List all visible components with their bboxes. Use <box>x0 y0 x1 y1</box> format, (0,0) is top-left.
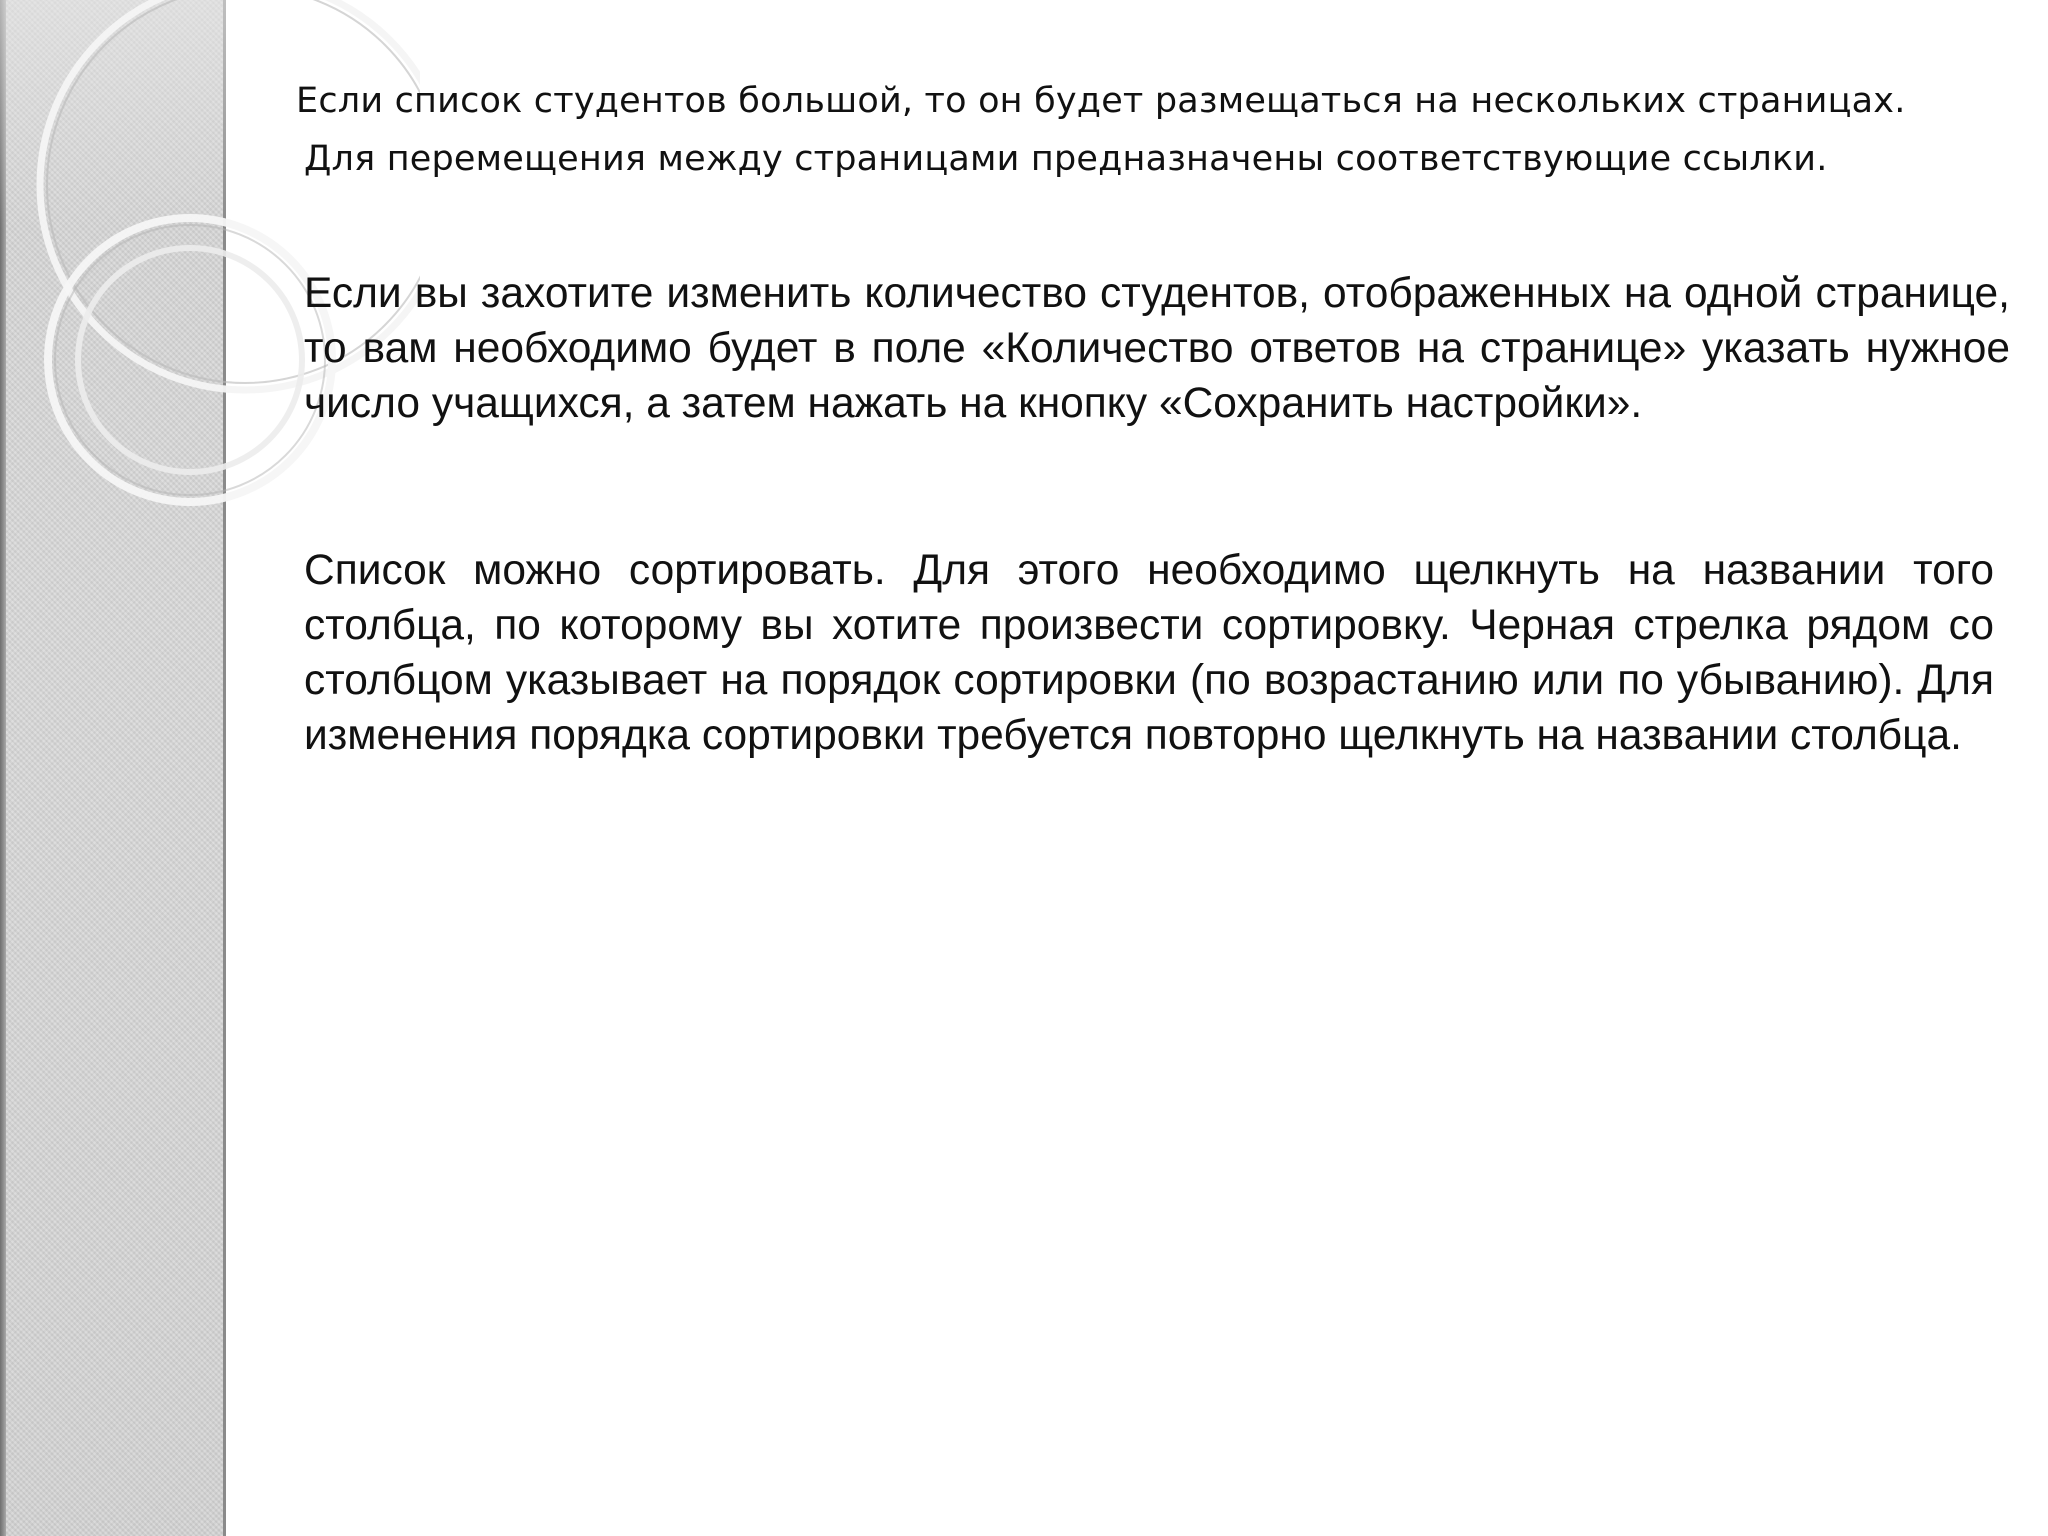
small-ring-shadow <box>55 225 325 495</box>
small-ring <box>48 218 332 502</box>
intro-text <box>296 72 2016 188</box>
intro-line-2: Для перемещения между страницами предназначены соответствующие ссылки. <box>304 139 1828 179</box>
paragraph-page-size: Если вы захотите изменить количество студентов, отображенных на одной странице, то вам необходимо будет в поле «Количество ответов на странице» указать нужное число учащихся, а затем нажать на кнопку «Сохранить настройки». <box>304 270 2010 427</box>
paragraph-sorting: Список можно сортировать. Для этого необходимо щелкнуть на названии того столбца, по которому вы хотите произвести сортировку. Черная стрелка рядом со столбцом указывает на порядок сортировки (по возрастанию или по убыванию). Для изменения порядка сортировки требуется повторно щелкнуть на названии столбца. <box>304 547 1994 759</box>
small-ring-inner <box>78 248 302 472</box>
intro-line-1: Если список студентов большой, то он будет размещаться на нескольких страницах. <box>296 81 1906 121</box>
